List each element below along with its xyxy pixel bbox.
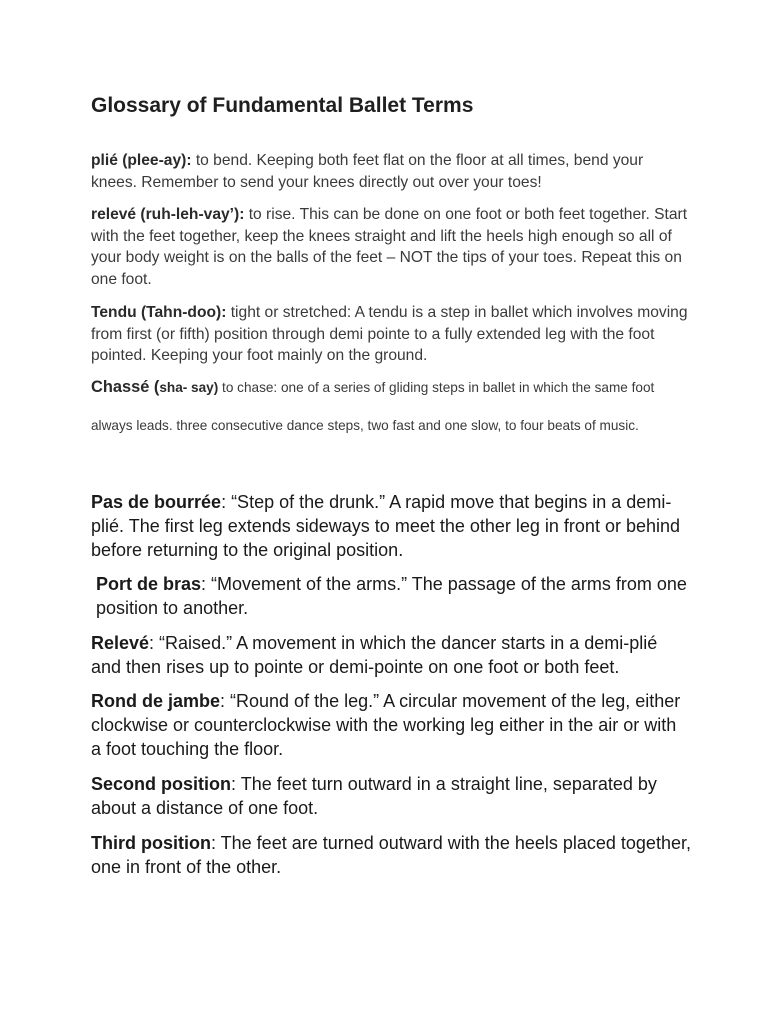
glossary-term: Third position <box>91 833 211 853</box>
glossary-entry-tendu <box>91 302 691 367</box>
page-title: Glossary of Fundamental Ballet Terms <box>91 94 474 117</box>
glossary-entry-releve <box>91 204 691 291</box>
glossary-term: Second position <box>91 774 232 794</box>
glossary-entry-third-position <box>91 831 691 879</box>
glossary-definition: : The feet are turned outward with the heels placed together, one in front of the other. <box>91 833 691 878</box>
glossary-entry-plie <box>91 150 691 193</box>
glossary-entry-second-position <box>91 772 691 820</box>
glossary-entry-releve-raised <box>91 631 691 679</box>
glossary-term: Rond de jambe <box>91 691 221 711</box>
glossary-entry-pas-de-bourree <box>91 490 691 563</box>
glossary-definition: : “Raised.” A movement in which the dancer starts in a demi-plié and then rises up to pointe or demi-pointe on one foot or both feet. <box>91 633 658 678</box>
glossary-definition: tight or stretched: A tendu is a step in ballet which involves moving from first (or fifth) position through demi pointe to a fully extended leg with the foot pointed. Keeping your foot mainly on the ground. <box>91 304 688 365</box>
glossary-pronunciation: sha- say) <box>159 380 219 395</box>
glossary-term: Chassé ( <box>91 378 160 396</box>
glossary-definition: : “Round of the leg.” A circular movement of the leg, either clockwise or counterclockwise with the working leg either in the air or with a foot touching the floor. <box>91 691 681 760</box>
glossary-entry-chasse <box>91 368 691 445</box>
glossary-term: relevé (ruh-leh-vay’): <box>91 206 245 223</box>
glossary-definition: : The feet turn outward in a straight line, separated by about a distance of one foot. <box>91 774 657 819</box>
glossary-definition: : “Movement of the arms.” The passage of the arms from one position to another. <box>96 574 687 619</box>
glossary-entry-port-de-bras <box>91 572 696 620</box>
glossary-definition: to rise. This can be done on one foot or both feet together. Start with the feet together, keep the knees straight and lift the heels high enough so all of your body weight is on the balls of the feet – NOT the tips of your toes. Repeat this on one foot. <box>91 206 688 289</box>
glossary-term: Pas de bourrée <box>91 492 222 512</box>
glossary-definition: : “Step of the drunk.” A rapid move that begins in a demi-plié. The first leg extends sideways to meet the other leg in front or behind before returning to the original position. <box>91 492 680 561</box>
glossary-definition: to bend. Keeping both feet flat on the floor at all times, bend your knees. Remember to send your knees directly out over your toes! <box>91 152 644 191</box>
glossary-definition: to chase: one of a series of gliding steps in ballet in which the same foot always leads. three consecutive dance steps, two fast and one slow, to four beats of music. <box>91 380 655 433</box>
glossary-term: Tendu (Tahn-doo): <box>91 304 227 321</box>
glossary-term: plié (plee-ay): <box>91 152 192 169</box>
glossary-entry-rond-de-jambe <box>91 689 691 762</box>
glossary-term: Relevé <box>91 633 150 653</box>
glossary-term: Port de bras <box>96 574 202 594</box>
